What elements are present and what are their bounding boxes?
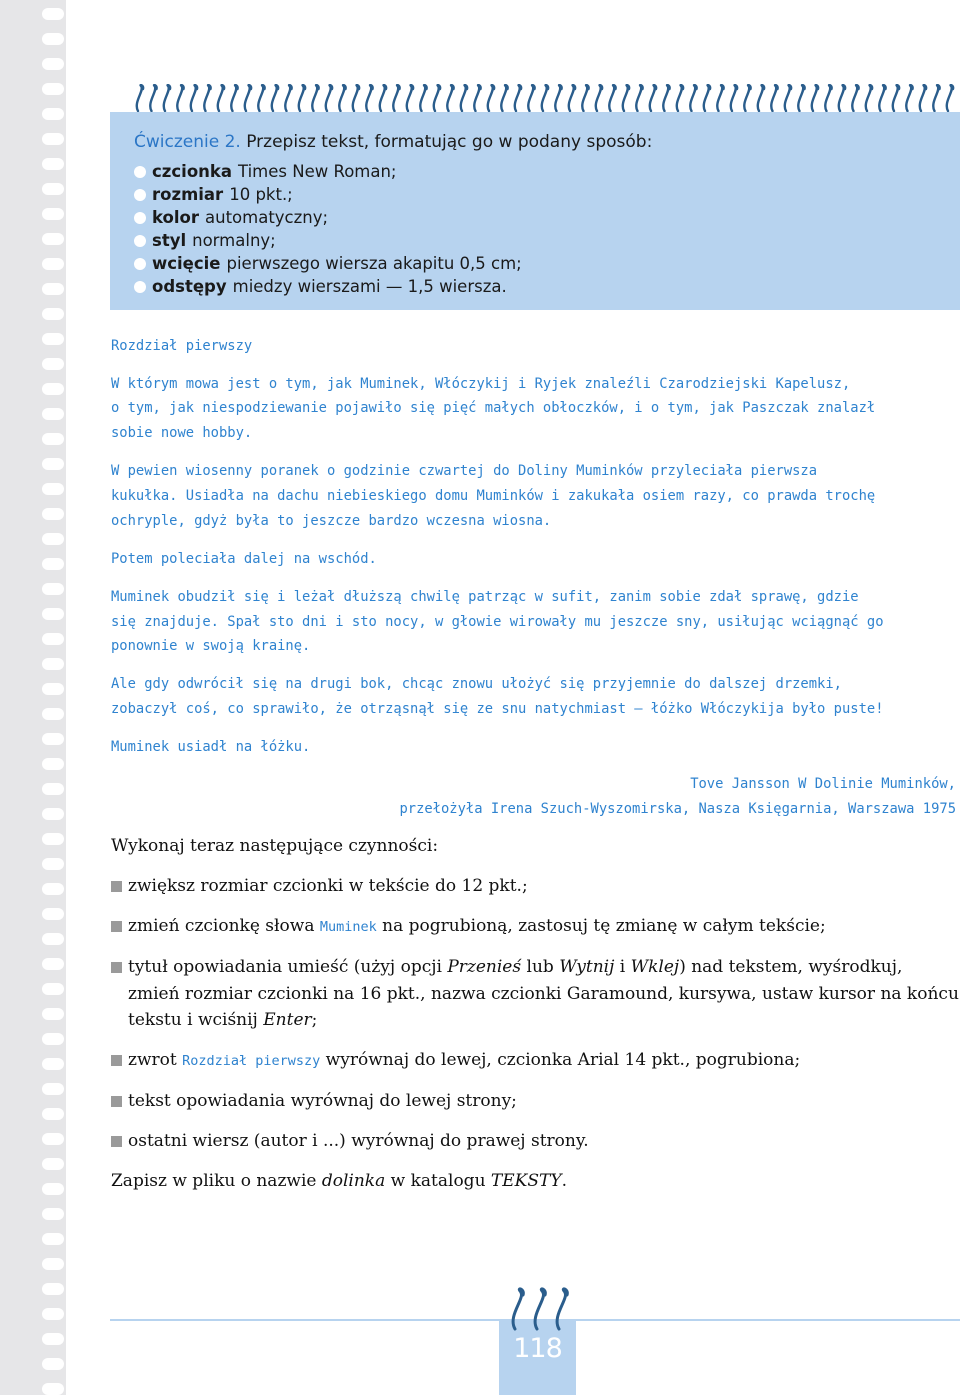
attribution-line: przełożyła Irena Szuch-Wyszomirska, Nasza Księgarnia, Warszawa 1975 [399,800,956,817]
spiral-ring [623,85,629,111]
spiral-ring [177,85,183,111]
spiral-ring [393,85,399,111]
binder-hole [42,1333,64,1345]
chapter-heading: Rozdział pierwszy [111,338,253,354]
format-value: normalny; [192,231,276,250]
tasks-intro: Wykonaj teraz następujące czynności: [111,836,439,856]
spiral-ring [879,85,885,111]
spiral-ring [245,85,251,111]
story-text [111,334,960,773]
binder-hole [42,1158,64,1170]
story-line: sobie nowe hobby. [111,425,253,442]
spiral-binding [132,84,960,112]
bullet-dot-icon [134,189,146,201]
spiral-ring [744,85,750,111]
spiral-ring [407,85,413,111]
binder-hole [42,383,64,395]
binder-hole [42,933,64,945]
binder-hole [42,1258,64,1270]
binder-hole [42,808,64,820]
binder-hole [42,733,64,745]
spiral-ring [852,85,858,111]
bullet-dot-icon [134,166,146,178]
spiral-ring [893,85,899,111]
key-name: Enter [263,1010,312,1030]
spiral-ring [191,85,197,111]
story-line: Muminek obudził się i leżał dłuższą chwilę patrząc w sufit, zanim sobie zdał sprawę, gdzie [111,588,859,605]
story-line: ponownie w swoją krainę. [111,638,311,655]
task-item [111,873,959,900]
square-bullet-icon [111,1096,122,1107]
spiral-ring [326,85,332,111]
story-line: Potem poleciała dalej na wschód. [111,550,377,567]
spiral-ring [596,85,602,111]
exercise-box [110,112,960,310]
format-value: 10 pkt.; [229,185,293,204]
format-value: miedzy wierszami — 1,5 wiersza. [232,277,507,296]
binder-hole [42,883,64,895]
task-item [111,913,959,941]
spiral-ring [204,85,210,111]
binder-hole [42,958,64,970]
binder-hole [42,583,64,595]
binder-hole [42,308,64,320]
story-line: kukułka. Usiadła na dachu niebieskiego domu Muminków i zakukała osiem razy, co prawda trochę [111,487,876,504]
spiral-ring [339,85,345,111]
story-line: Ale gdy odwrócił się na drugi bok, chcąc znowu ułożyć się przyjemnie do dalszej drzemki, [111,676,842,693]
spiral-ring [798,85,804,111]
binder-hole [42,33,64,45]
spiral-ring [947,85,953,111]
format-value: pierwszego wiersza akapitu 0,5 cm; [226,254,522,273]
story-line: Muminek usiadł na łóżku. [111,739,311,756]
format-item [134,183,522,206]
format-key: rozmiar [152,185,224,204]
task-list [111,873,959,1155]
spiral-ring [557,1289,567,1329]
spiral-ring [555,85,561,111]
format-item [134,160,522,183]
binder-hole [42,258,64,270]
square-bullet-icon [111,881,122,892]
spiral-ring [920,85,926,111]
binder-hole [42,158,64,170]
spiral-ring [542,85,548,111]
binder-hole [42,983,64,995]
binder-hole [42,8,64,20]
square-bullet-icon [111,1136,122,1147]
format-value: Times New Roman; [238,162,397,181]
task-item [111,1128,959,1155]
save-text: . [561,1171,567,1191]
binder-hole [42,433,64,445]
spiral-ring [434,85,440,111]
task-text: ; [311,1010,318,1030]
binder-hole [42,908,64,920]
binder-hole [42,58,64,70]
story-paragraph [111,372,960,446]
spiral-ring [535,1289,545,1329]
attribution-line: Tove Jansson W Dolinie Muminków, [690,776,956,792]
spiral-ring [609,85,615,111]
binder-hole [42,483,64,495]
story-paragraph [111,459,960,533]
task-item [111,954,959,1034]
spiral-ring [528,85,534,111]
binder-hole [42,283,64,295]
story-attribution [399,772,956,821]
spiral-ring [569,85,575,111]
format-item [134,252,522,275]
spiral-ring [164,85,170,111]
spiral-ring [866,85,872,111]
spiral-ring [758,85,764,111]
option-name: Wytnij [559,957,615,977]
binder-hole [42,108,64,120]
bullet-dot-icon [134,212,146,224]
spiral-ring [582,85,588,111]
spiral-ring [312,85,318,111]
square-bullet-icon [111,921,122,932]
binder-hole [42,1308,64,1320]
task-text: i [614,957,631,977]
story-line: o tym, jak niespodziewanie pojawiło się pięć małych obłoczków, i o tym, jak Paszczak znalazł [111,400,876,417]
spiral-ring [353,85,359,111]
spiral-ring [474,85,480,111]
task-text: zmień czcionkę słowa [128,916,320,936]
binder-hole [42,658,64,670]
binder-hole [42,1108,64,1120]
spiral-ring [717,85,723,111]
bullet-dot-icon [134,281,146,293]
format-key: styl [152,231,187,250]
binder-hole [42,1358,64,1370]
binder-hole [42,608,64,620]
code-word: Muminek [319,919,377,935]
binder-hole [42,1033,64,1045]
spiral-ring [137,85,143,111]
format-value: automatyczny; [205,208,329,227]
spiral-ring [150,85,156,111]
story-paragraph [111,672,960,721]
exercise-label: Ćwiczenie 2. [134,132,241,152]
code-word: Rozdział pierwszy [182,1053,321,1069]
binder-hole [42,233,64,245]
story-line: się znajduje. Spał sto dni i sto nocy, w głowie wirowały mu jeszcze sny, usiłując wciągnąć go [111,613,884,630]
spiral-ring [285,85,291,111]
spiral-ring [785,85,791,111]
task-text: ostatni wiersz (autor i ...) wyrównaj do prawej strony. [128,1131,589,1151]
spiral-ring [812,85,818,111]
task-text: lub [521,957,560,977]
spiral-ring [366,85,372,111]
binder-hole [42,1133,64,1145]
spiral-ring [663,85,669,111]
binder-hole [42,1233,64,1245]
binder-hole [42,758,64,770]
spiral-ring [380,85,386,111]
exercise-instruction: Przepisz tekst, formatując go w podany sposób: [246,132,653,152]
binder-hole [42,133,64,145]
task-text: zwrot [128,1050,183,1070]
spiral-ring [231,85,237,111]
binder-hole [42,83,64,95]
task-text: tytuł opowiadania umieść (użyj opcji [128,957,448,977]
binder-hole [42,1083,64,1095]
binder-hole [42,558,64,570]
story-paragraph [111,547,960,572]
spiral-ring [488,85,494,111]
option-name: Wklej [630,957,680,977]
story-paragraph [111,735,960,760]
format-item [134,275,522,298]
save-text: Zapisz w pliku o nazwie [111,1171,322,1191]
spiral-ring [906,85,912,111]
spiral-ring [272,85,278,111]
binder-hole [42,358,64,370]
spiral-ring [515,85,521,111]
format-list [134,160,522,298]
spiral-ring [447,85,453,111]
spiral-ring [771,85,777,111]
spiral-ring [839,85,845,111]
option-name: Przenieś [447,957,522,977]
spiral-ring [731,85,737,111]
spiral-ring [513,1289,523,1329]
binder-hole [42,1183,64,1195]
exercise-title [134,132,652,152]
binder-hole [42,408,64,420]
binder-hole [42,858,64,870]
binder-hole [42,683,64,695]
format-key: odstępy [152,277,227,296]
binder-holes [40,0,66,1395]
task-text: ) nad tekstem, wyśrodkuj, zmień rozmiar czcionki na 16 pkt., nazwa czcionki Garamound, kursywa, ustaw kursor na końcu tekstu i wciśnij [128,957,959,1030]
binder-hole [42,1058,64,1070]
binder-hole [42,783,64,795]
binder-hole [42,508,64,520]
task-text: tekst opowiadania wyrównaj do lewej strony; [128,1091,517,1111]
spiral-ring [825,85,831,111]
file-name: dolinka [321,1171,386,1191]
binder-hole [42,633,64,645]
bullet-dot-icon [134,258,146,270]
story-line: zobaczył coś, co sprawiło, że otrząsnął się ze snu natychmiast – łóżko Włóczykija było puste! [111,701,884,717]
story-paragraph [111,585,960,659]
page-spiral-icon [505,1287,577,1331]
binder-hole [42,533,64,545]
task-text: wyrównaj do lewej, czcionka Arial 14 pkt., pogrubiona; [320,1050,801,1070]
spiral-ring [636,85,642,111]
spiral-ring [299,85,305,111]
binder-hole [42,708,64,720]
binder-hole [42,208,64,220]
page-number: 118 [513,1333,562,1364]
spiral-ring [461,85,467,111]
spiral-ring [218,85,224,111]
square-bullet-icon [111,962,122,973]
binder-hole [42,833,64,845]
spiral-ring [933,85,939,111]
save-instruction [111,1168,959,1194]
format-key: kolor [152,208,199,227]
spiral-ring [690,85,696,111]
binder-hole [42,333,64,345]
task-item [111,1088,959,1115]
spiral-ring [258,85,264,111]
folder-name: TEKSTY [490,1171,562,1191]
story-line: W którym mowa jest o tym, jak Muminek, Włóczykij i Ryjek znaleźli Czarodziejski Kapelusz, [111,375,851,392]
format-key: wcięcie [152,254,221,273]
square-bullet-icon [111,1055,122,1066]
spiral-ring [677,85,683,111]
spiral-ring [420,85,426,111]
spiral-ring [704,85,710,111]
format-item [134,206,522,229]
spiral-ring [501,85,507,111]
spiral-ring [650,85,656,111]
task-item [111,1047,959,1075]
task-section [111,833,959,1194]
binder-hole [42,1383,64,1395]
binder-hole [42,1208,64,1220]
format-key: czcionka [152,162,233,181]
binder-hole [42,183,64,195]
format-item [134,229,522,252]
story-line: ochryple, gdyż była to jeszcze bardzo wczesna wiosna. [111,512,552,529]
task-text: zwiększ rozmiar czcionki w tekście do 12 pkt.; [128,876,528,896]
story-line: W pewien wiosenny poranek o godzinie czwartej do Doliny Muminków przyleciała pierwsza [111,463,818,480]
binder-hole [42,1008,64,1020]
task-text: na pogrubioną, zastosuj tę zmianę w całym tekście; [376,916,826,936]
binder-hole [42,1283,64,1295]
binder-hole [42,458,64,470]
save-text: w katalogu [385,1171,491,1191]
bullet-dot-icon [134,235,146,247]
